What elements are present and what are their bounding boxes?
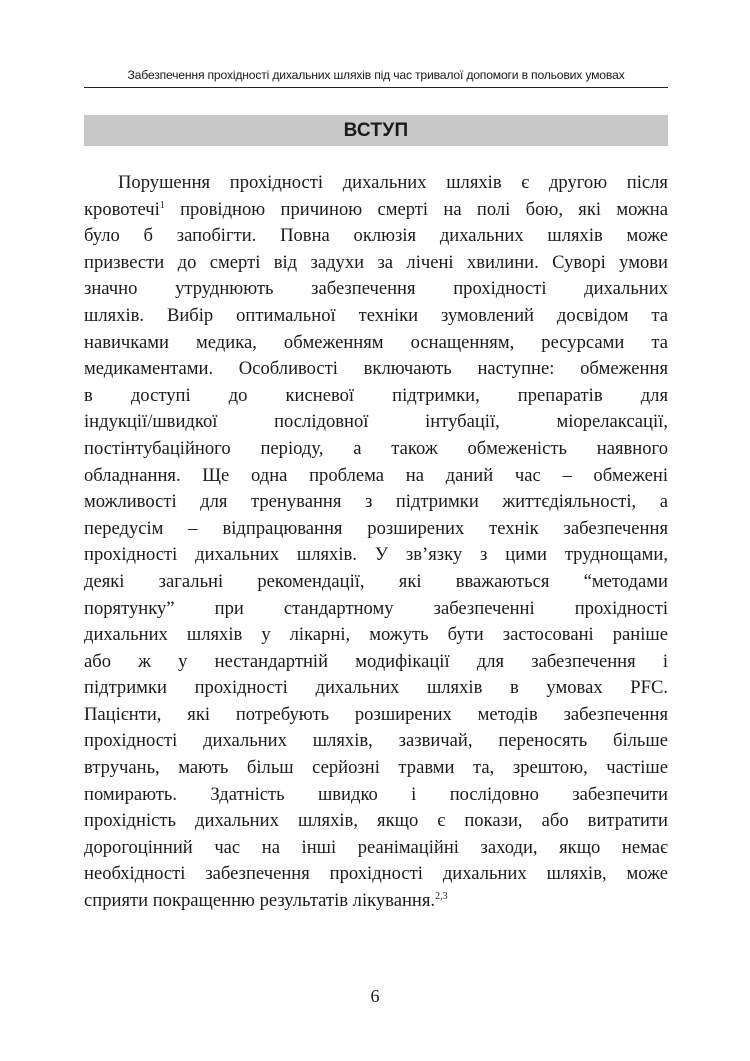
paragraph-line: шляхів. Вибір оптимальної техніки зумовлений досвідом та [84,304,668,326]
running-header: Забезпечення прохідності дихальних шляхів під час тривалої допомоги в польових умовах [84,68,668,88]
paragraph-line: призвести до смерті від задухи за лічені хвилини. Суворі умови [84,251,668,273]
footnote-ref: 2,3 [435,890,448,902]
footnote-ref: 1 [159,199,165,211]
paragraph-line: Пацієнти, які потребують розширених методів забезпечення [84,703,668,725]
paragraph-line: постінтубаційного періоду, а також обмеженість наявного [84,437,668,459]
paragraph-line: прохідності дихальних шляхів. У зв’язку з цими труднощами, [84,544,668,566]
paragraph-line: помирають. Здатність швидко і послідовно забезпечити [84,783,668,805]
paragraph-line: в доступі до кисневої підтримки, препаратів для [84,384,668,406]
paragraph-line: Порушення прохідності дихальних шляхів є другою після [118,172,668,193]
paragraph-line: дорогоцінний час на інші реанімаційні заходи, якщо немає [84,836,668,858]
paragraph-line: передусім – відпрацювання розширених технік забезпечення [84,517,668,539]
paragraph-line [84,888,668,915]
page-number: 6 [370,986,380,1006]
paragraph-line: підтримки прохідності дихальних шляхів в умовах PFC. [84,677,668,699]
paragraph-line: навичками медика, обмеженням оснащенням, ресурсами та [84,331,668,353]
paragraph-line: обладнання. Ще одна проблема на даний час – обмежені [84,464,668,486]
text-fragment: кровотечі [84,198,160,220]
section-heading-bar [84,115,668,146]
section-title: ВСТУП [343,119,409,141]
text-fragment: провідною причиною смерті на полі бою, які можна [180,198,668,220]
body-paragraph [84,170,668,915]
paragraph-line: значно утруднюють забезпечення прохідності дихальних [84,278,668,300]
paragraph-line: дихальних шляхів у лікарні, можуть бути застосовані раніше [84,624,668,646]
paragraph-line [84,197,668,224]
text-fragment: сприяти покращенню результатів лікування. [84,890,436,912]
paragraph-line: деякі загальні рекомендації, які вважаються “методами [84,570,668,592]
paragraph-line: порятунку” при стандартному забезпеченні прохідності [84,597,668,619]
paragraph-line: індукції/швидкої послідовної інтубації, міорелаксації, [84,411,668,433]
paragraph-line: прохідності дихальних шляхів, зазвичай, переносять більше [84,730,668,752]
paragraph-line: втручань, мають більш серйозні травми та, зрештою, частіше [84,757,668,779]
paragraph-line: медикаментами. Особливості включають наступне: обмеження [84,358,668,380]
paragraph-line: або ж у нестандартній модифікації для забезпечення і [84,650,668,672]
paragraph-line: прохідність дихальних шляхів, якщо є покази, або витратити [84,810,668,832]
paragraph-line: було б запобігти. Повна оклюзія дихальних шляхів може [84,225,668,247]
paragraph-line: можливості для тренування з підтримки життєдіяльності, а [84,491,668,513]
paragraph-line: необхідності забезпечення прохідності дихальних шляхів, може [84,863,668,885]
